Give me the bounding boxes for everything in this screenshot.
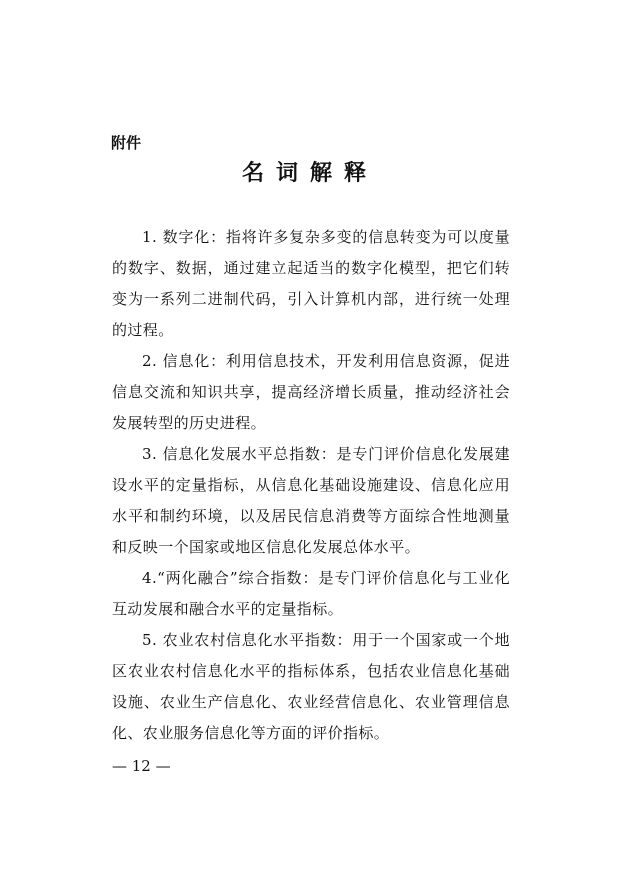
definition-integration-index: 4.“两化融合”综合指数：是专门评价信息化与工业化互动发展和融合水平的定量指标。 [112,569,510,618]
definition-agriculture-index: 5. 农业农村信息化水平指数：用于一个国家或一个地区农业农村信息化水平的指标体系，包括农业信息化基础设施、农业生产信息化、农业经营信息化、农业管理信息化、农业服务信息化等方面的评价指标。 [112,631,510,742]
attachment-label: 附件 [111,134,142,152]
definition-digitization: 1. 数字化：指将许多复杂多变的信息转变为可以度量的数字、数据，通过建立起适当的数字化模型，把它们转变为一系列二进制代码，引入计算机内部，进行统一处理的过程。 [112,228,510,339]
definition-informatization: 2. 信息化：利用信息技术，开发利用信息资源，促进信息交流和知识共享，提高经济增长质量，推动经济社会发展转型的历史进程。 [112,352,510,432]
definition-informatization-index: 3. 信息化发展水平总指数：是专门评价信息化发展建设水平的定量指标，从信息化基础设施建设、信息化应用水平和制约环境，以及居民信息消费等方面综合性地测量和反映一个国家或地区信息化发展总体水平。 [112,445,510,556]
page-title: 名词解释 [241,160,378,186]
page-number: — 12 — [112,757,171,775]
definitions-body [112,222,510,749]
